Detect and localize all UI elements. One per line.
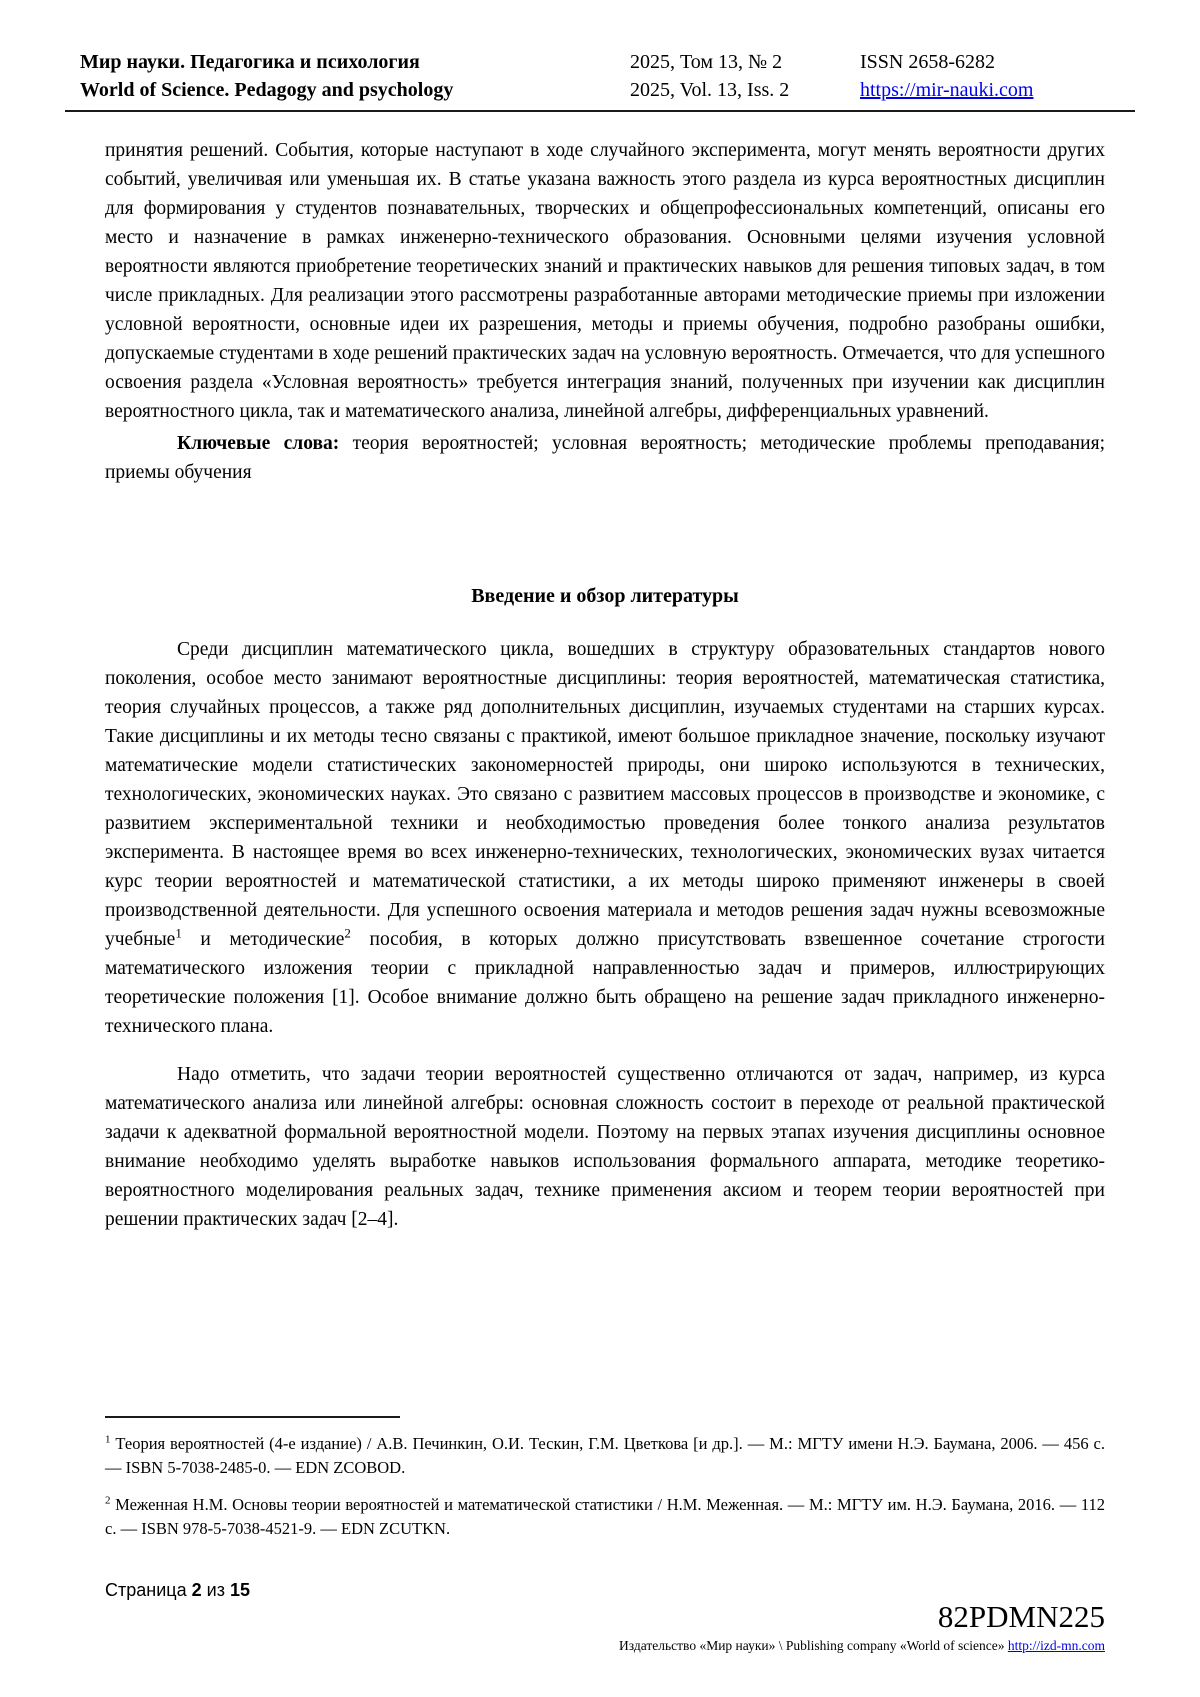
footnote-2-text: Меженная Н.М. Основы теории вероятностей и математической статистики / Н.М. Меженная. — М.: МГТУ им. Н.Э. Баумана, 2016. — 112 с. — ISBN 978-5-7038-4521-9. — EDN ZCUTKN. [105, 1495, 1105, 1538]
journal-site-link[interactable]: https://mir-nauki.com [860, 79, 1034, 101]
journal-title-block [80, 48, 453, 104]
publisher-line [619, 1638, 1105, 1654]
issue-info-ru: 2025, Том 13, № 2 [630, 51, 783, 73]
footnote-1 [105, 1432, 1105, 1480]
issue-info-block [630, 48, 789, 104]
publisher-link[interactable]: http://izd-mn.com [1007, 1638, 1105, 1653]
footnotes-section [105, 1416, 1105, 1554]
intro-paragraph-1 [105, 635, 1105, 1041]
header-divider [65, 110, 1135, 112]
footnote-divider [105, 1416, 400, 1418]
issn-label: ISSN 2658-6282 [860, 51, 996, 73]
document-id: 82PDMN225 [937, 1599, 1105, 1634]
footnote-2-marker: 2 [105, 1494, 111, 1507]
page-number-of: из [206, 1580, 225, 1600]
footnote-1-text: Теория вероятностей (4-е издание) / А.В. Печинкин, О.И. Тескин, Г.М. Цветкова [и др.]. — М.: МГТУ имени Н.Э. Баумана, 2006. — 456 с. — ISBN 5-7038-2485-0. — EDN ZCOBOD. [105, 1434, 1105, 1477]
page-number-total: 15 [229, 1580, 250, 1600]
footnote-1-marker: 1 [105, 1433, 111, 1446]
intro-p1-text-3: пособия, в которых должно присутствовать взвешенное сочетание строгости математического изложения теории с прикладной направленностью задач и примеров, иллюстрирующих теоретические положения [1]. Особое внимание должно быть обращено на решение задач прикладного инженерно-технического плана. [105, 929, 1105, 1037]
intro-p1-text-2: и методические [181, 929, 345, 950]
footnote-ref-2: 2 [344, 925, 351, 941]
keywords-text: теория вероятностей; условная вероятность; методические проблемы преподавания; приемы обучения [105, 433, 1105, 483]
abstract-continuation-paragraph: принятия решений. События, которые наступают в ходе случайного эксперимента, могут менять вероятности других событий, увеличивая или уменьшая их. В статье указана важность этого раздела из курса вероятностных дисциплин для формирования у студентов познавательных, творческих и общепрофессиональных компетенций, описаны его место и назначение в рамках инженерно-технического образования. Основными целями изучения условной вероятности являются приобретение теоретических знаний и практических навыков для решения типовых задач, в том числе прикладных. Для реализации этого рассмотрены разработанные авторами методические приемы при изложении условной вероятности, основные идеи их разрешения, методы и приемы обучения, подробно разобраны ошибки, допускаемые студентами в ходе решений практических задач на условную вероятность. Отмечается, что для успешного освоения раздела «Условная вероятность» требуется интеграция знаний, полученных при изучении как дисциплин вероятностного цикла, так и математического анализа, линейной алгебры, дифференциальных уравнений. [105, 140, 1105, 422]
page-number [105, 1580, 250, 1601]
footnote-ref-1: 1 [175, 925, 182, 941]
section-heading: Введение и обзор литературы [471, 585, 739, 607]
keywords-label: Ключевые слова: [177, 433, 340, 454]
footnote-2 [105, 1493, 1105, 1541]
page-number-label: Страница [105, 1580, 187, 1600]
keywords-paragraph [105, 429, 1105, 487]
journal-title-ru: Мир науки. Педагогика и психология [80, 51, 420, 73]
journal-title-en: World of Science. Pedagogy and psychology [80, 79, 454, 101]
publisher-text: Издательство «Мир науки» \ Publishing company «World of science» [619, 1638, 1008, 1653]
page-number-current: 2 [191, 1580, 202, 1600]
issn-block [860, 48, 1033, 104]
article-body [105, 136, 1105, 1234]
issue-info-en: 2025, Vol. 13, Iss. 2 [630, 79, 790, 101]
intro-paragraph-2: Надо отметить, что задачи теории вероятностей существенно отличаются от задач, например, из курса математического анализа или линейной алгебры: основная сложность состоит в переходе от реальной практической задачи к адекватной формальной вероятностной модели. Поэтому на первых этапах изучения дисциплины основное внимание необходимо уделять выработке навыков использования формального аппарата, методике теоретико-вероятностного моделирования реальных задач, технике применения аксиом и теорем теории вероятностей при решении практических задач [2–4]. [105, 1064, 1105, 1230]
intro-p1-text-1: Среди дисциплин математического цикла, вошедших в структуру образовательных стандартов нового поколения, особое место занимают вероятностные дисциплины: теория вероятностей, математическая статистика, теория случайных процессов, а также ряд дополнительных дисциплин, изучаемых студентами на старших курсах. Такие дисциплины и их методы тесно связаны с практикой, имеют большое прикладное значение, поскольку изучают математические модели статистических закономерностей природы, они широко используются в технических, технологических, экономических науках. Это связано с развитием массовых процессов в производстве и экономике, с развитием экспериментальной техники и необходимостью проведения более тонкого анализа результатов эксперимента. В настоящее время во всех инженерно-технических, технологических, экономических вузах читается курс теории вероятностей и математической статистики, а их методы широко применяют инженеры в своей производственной деятельности. Для успешного освоения материала и методов решения задач нужны всевозможные учебные [105, 639, 1105, 950]
